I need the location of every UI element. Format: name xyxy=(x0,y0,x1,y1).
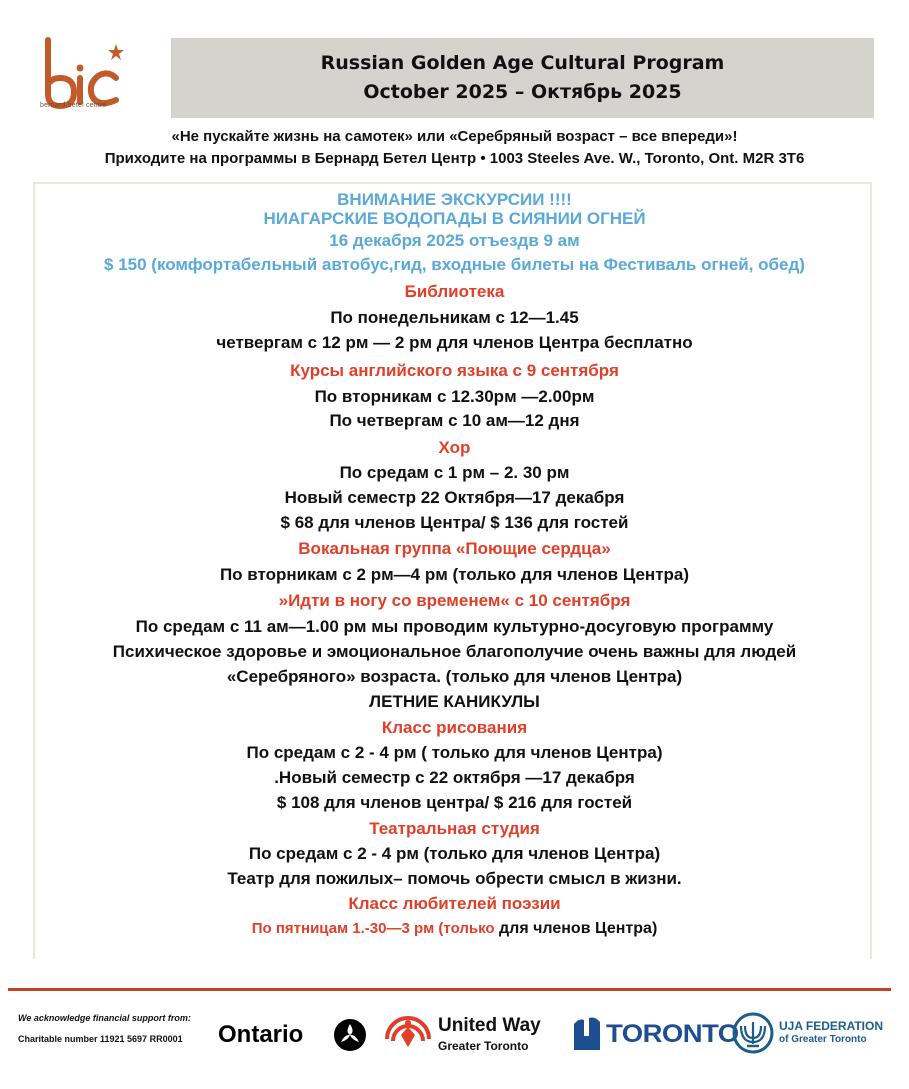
section-heading: »Идти в ногу со временем« с 10 сентября xyxy=(278,591,631,610)
schedule-line: По средам с 2 - 4 pм (только для членов Центра) xyxy=(248,844,661,863)
schedule-line: ЛЕТНИЕ КАНИКУЛЫ xyxy=(369,692,540,711)
title-banner xyxy=(171,38,874,118)
schedule-line: Психическое здоровье и эмоциональное благополучие очень важны для людей xyxy=(112,642,797,661)
schedule-line: четвергам с 12 pм — 2 pм для членов Центра бесплатно xyxy=(216,333,693,352)
toronto-city-hall-icon xyxy=(570,1014,604,1052)
address-line: Приходите на программы в Бернард Бетел Центр • 1003 Steeles Ave. W., Toronto, Ont. M2R 3T6 xyxy=(104,150,805,167)
section-heading: Библиотека xyxy=(404,282,505,301)
uja-subtitle: of Greater Toronto xyxy=(779,1034,867,1045)
logo-subtitle: bernard betel centre xyxy=(40,102,107,109)
ontario-trillium-icon xyxy=(333,1018,367,1052)
schedule-line: Театр для пожилых– помочь обрести смысл в жизни. xyxy=(227,869,682,888)
uja-title: UJA FEDERATION xyxy=(779,1019,884,1033)
excursion-line: ВНИМАНИЕ ЭКСКУРСИИ !!!! xyxy=(337,190,572,209)
schedule-line: По вторникам с 2 pм—4 pм (только для членов Центра) xyxy=(219,565,690,584)
schedule-line: По средам с 1 pм – 2. 30 pм xyxy=(339,463,570,482)
schedule-line: $ 68 для членов Центра/ $ 136 для гостей xyxy=(280,513,629,532)
excursion-line: 16 декабря 2025 отъездв 9 ам xyxy=(329,231,580,250)
schedule-line: По средам с 11 ам—1.00 pм мы проводим культурно-досуговую программу xyxy=(135,617,774,636)
section-heading: Класс рисования xyxy=(381,718,528,737)
slogan-line: «Не пускайте жизнь на самотек» или «Серебряный возраст – все впереди»! xyxy=(171,128,738,145)
section-heading: Курсы английского языка с 9 сентября xyxy=(290,361,619,380)
poetry-time-text: По пятницам 1.-30—3 pм (только xyxy=(251,920,495,937)
excursion-line: НИАГАРСКИЕ ВОДОПАДЫ В СИЯНИИ ОГНЕЙ xyxy=(263,209,646,228)
poetry-schedule-line xyxy=(0,920,909,938)
schedule-line: $ 108 для членов центра/ $ 216 для гостей xyxy=(276,793,633,812)
schedule-line: .Новый семестр с 22 октября —17 декабря xyxy=(274,768,635,787)
footer-divider xyxy=(8,988,891,991)
united-way-icon xyxy=(383,1009,433,1057)
schedule-line: Новый семестр 22 Октября—17 декабря xyxy=(284,488,625,507)
poetry-members-text: для членов Центра) xyxy=(494,920,658,937)
program-title: Russian Golden Age Cultural Program xyxy=(320,52,725,74)
section-heading: Вокальная группа «Поющие сердца» xyxy=(298,539,611,558)
section-heading: Хор xyxy=(438,438,471,457)
program-date: October 2025 – Октябрь 2025 xyxy=(363,81,682,103)
schedule-line: По вторникам с 12.30pм —2.00pм xyxy=(314,387,595,406)
schedule-line: По понедельникам с 12—1.45 xyxy=(330,308,579,327)
excursion-line: $ 150 (комфортабельный автобус,гид, входные билеты на Фестиваль огней, обед) xyxy=(104,255,805,274)
schedule-line: По четвергам с 10 ам—12 дня xyxy=(329,411,580,430)
united-way-title: United Way xyxy=(438,1015,541,1036)
acknowledgement-text: We acknowledge financial support from: xyxy=(18,1013,191,1023)
uja-menorah-icon xyxy=(732,1012,774,1054)
section-heading: Класс любителей поэзии xyxy=(348,894,561,913)
schedule-line: «Серебряного» возраста. (только для членов Центра) xyxy=(226,667,683,686)
ontario-wordmark: Ontario xyxy=(218,1021,304,1048)
section-heading: Театральная студия xyxy=(369,819,540,838)
united-way-subtitle: Greater Toronto xyxy=(438,1039,529,1053)
toronto-wordmark: TORONTO xyxy=(606,1020,739,1048)
charitable-number: Charitable number 11921 5697 RR0001 xyxy=(18,1034,183,1044)
schedule-line: По средам с 2 - 4 pм ( только для членов Центра) xyxy=(246,743,663,762)
